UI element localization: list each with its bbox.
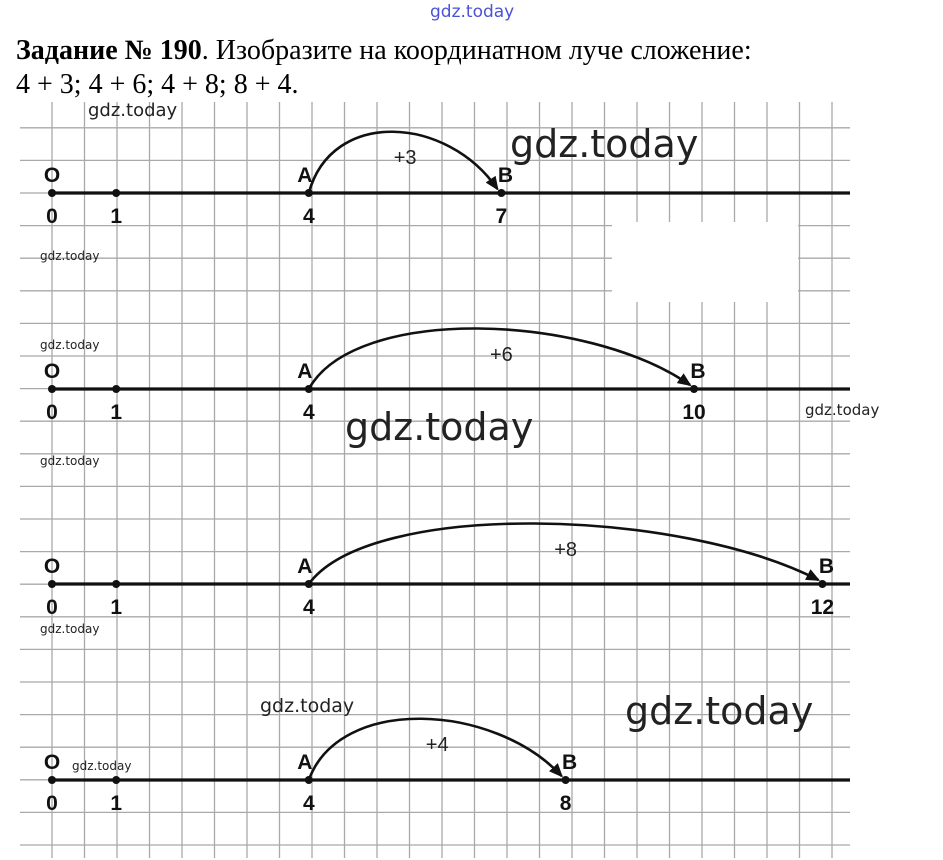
zero-label: 0 (46, 792, 58, 815)
origin-label: O (43, 751, 61, 774)
watermark: gdz.today (88, 100, 178, 121)
watermark: gdz.today (260, 695, 355, 717)
unit-label: 1 (110, 401, 123, 424)
step-label: +6 (489, 344, 513, 366)
origin-label: O (43, 555, 61, 578)
start-value-label: 4 (302, 401, 315, 424)
unit-label: 1 (110, 596, 123, 619)
watermark: gdz.today (805, 401, 880, 419)
watermark: gdz.today (40, 338, 100, 352)
watermarks (40, 100, 879, 773)
end-value-label: 8 (559, 792, 572, 815)
watermark: gdz.today (345, 405, 534, 449)
blank-patch (612, 222, 798, 302)
zero-label: 0 (46, 401, 58, 424)
unit-label: 1 (110, 205, 123, 228)
ray-point (48, 385, 56, 393)
end-value-label: 7 (495, 205, 508, 228)
task-label: Задание № 190 (16, 35, 202, 66)
ray-point (112, 189, 120, 197)
task-expressions: 4 + 3; 4 + 6; 4 + 8; 8 + 4. (16, 69, 299, 100)
watermark: gdz.today (72, 759, 132, 773)
point-a-label: A (297, 360, 313, 383)
zero-label: 0 (46, 205, 58, 228)
watermark: gdz.today (510, 122, 699, 166)
origin-label: O (43, 360, 61, 383)
point-b-label: B (497, 164, 513, 187)
zero-label: 0 (46, 596, 58, 619)
ray-point (562, 776, 570, 784)
start-value-label: 4 (302, 205, 315, 228)
point-a-label: A (297, 164, 313, 187)
task-text: . Изобразите на координатном луче сложение: (201, 35, 752, 66)
step-label: +8 (554, 539, 578, 561)
ray-point (497, 189, 505, 197)
watermark: gdz.today (40, 454, 100, 468)
watermark-top: gdz.today (430, 2, 515, 22)
ray-point (818, 580, 826, 588)
point-a-label: A (297, 555, 313, 578)
coordinate-ray (44, 132, 850, 228)
step-label: +4 (425, 734, 449, 756)
point-b-label: B (690, 360, 706, 383)
ray-point (48, 189, 56, 197)
origin-label: O (43, 164, 61, 187)
unit-label: 1 (110, 792, 123, 815)
ray-point (48, 580, 56, 588)
ray-point (690, 385, 698, 393)
start-value-label: 4 (302, 596, 315, 619)
watermark: gdz.today (40, 622, 100, 636)
ray-point (112, 580, 120, 588)
coordinate-ray (44, 523, 850, 619)
end-value-label: 12 (810, 596, 835, 619)
end-value-label: 10 (682, 401, 706, 424)
point-b-label: B (562, 751, 578, 774)
ray-point (48, 776, 56, 784)
step-label: +3 (393, 147, 417, 169)
watermark: gdz.today (40, 249, 100, 263)
point-a-label: A (297, 751, 313, 774)
coordinate-ray (44, 719, 850, 815)
ray-point (112, 776, 120, 784)
point-b-label: B (818, 555, 834, 578)
start-value-label: 4 (302, 792, 315, 815)
ray-point (112, 385, 120, 393)
watermark: gdz.today (625, 689, 814, 733)
